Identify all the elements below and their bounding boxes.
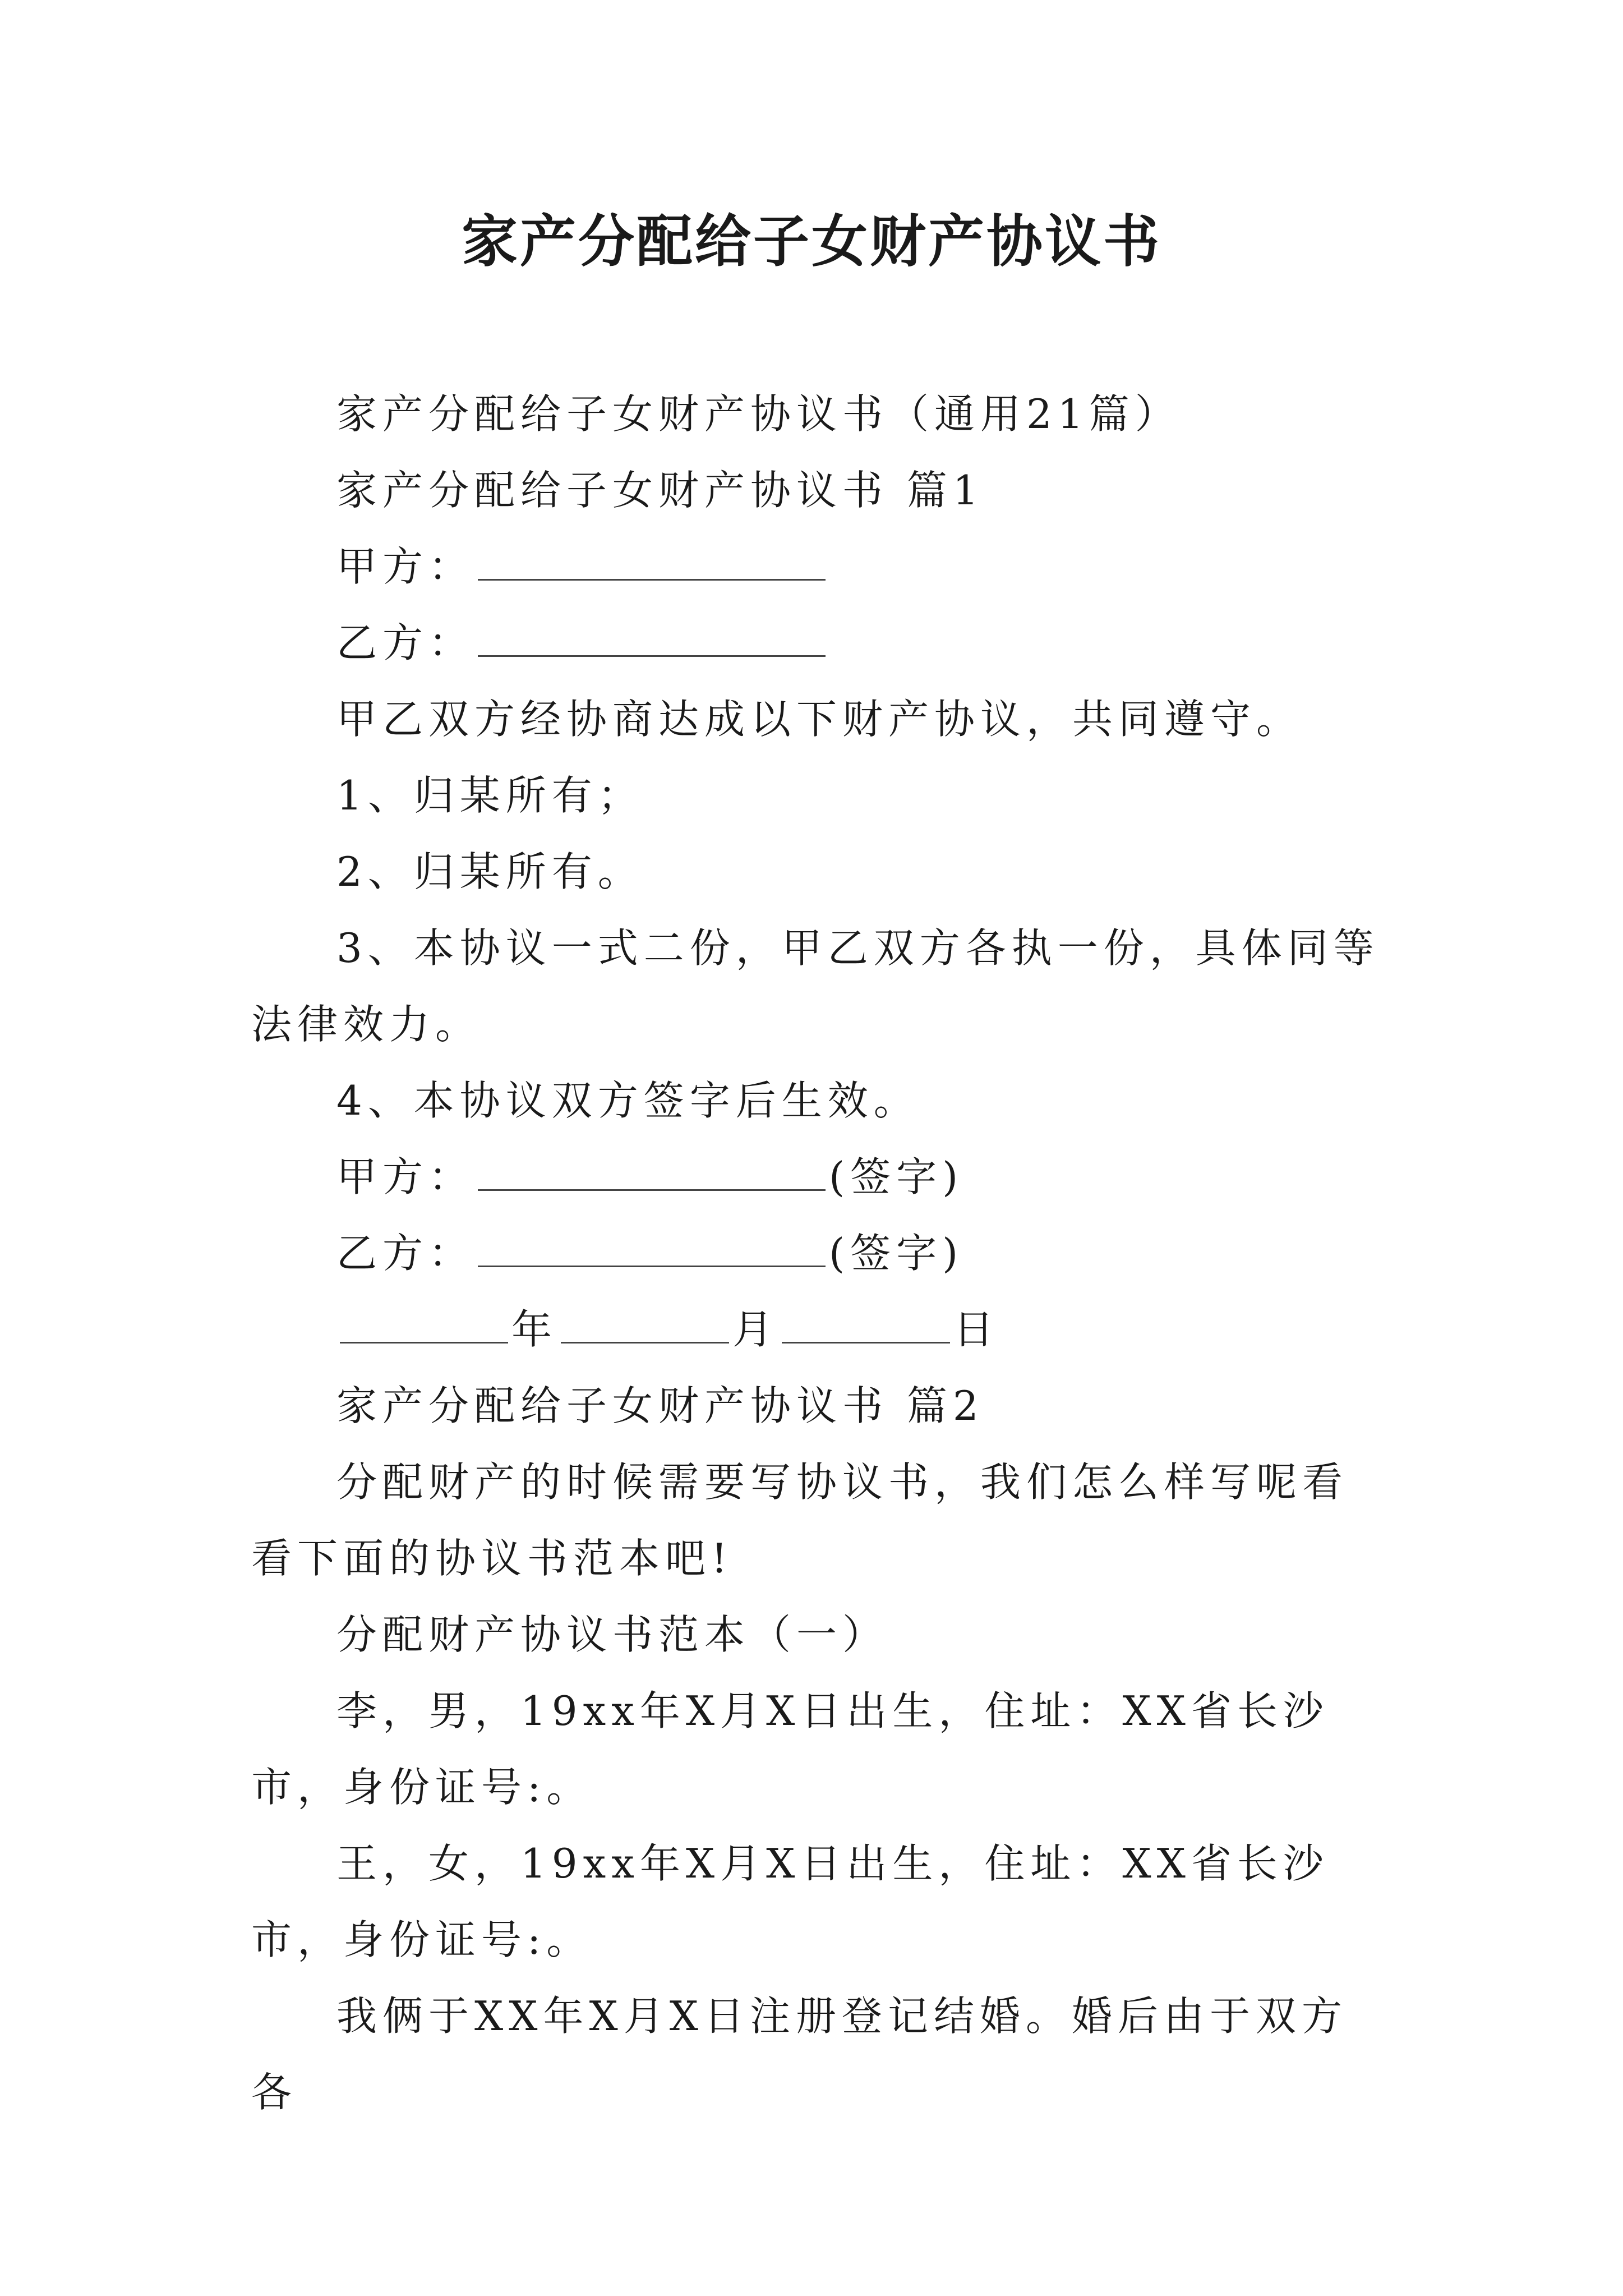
document-title: 家产分配给子女财产协议书 — [462, 208, 1161, 274]
party-b-line — [251, 605, 1390, 681]
party-a-label: 甲方： — [336, 543, 475, 590]
sign-a-line — [251, 1139, 1390, 1215]
person-li: 李，男，19xx年X月X日出生，住址：XX省长沙市，身份证号:。 — [251, 1687, 1329, 1811]
section2-heading: 家产分配给子女财产协议书 篇2 — [336, 1382, 984, 1429]
clause-4: 4、本协议双方签字后生效。 — [336, 1077, 920, 1124]
date-line — [251, 1291, 1390, 1368]
marriage-paragraph: 我俩于XX年X月X日注册登记结婚。婚后由于双方各 — [251, 1993, 1348, 2116]
sign-a-label: 甲方： — [336, 1153, 475, 1200]
person-wang: 王，女，19xx年X月X日出生，住址：XX省长沙市，身份证号:。 — [251, 1840, 1329, 1963]
party-b-blank — [478, 614, 826, 657]
date-day-label: 日 — [953, 1306, 1000, 1353]
section1-intro: 甲乙双方经协商达成以下财产协议，共同遵守。 — [336, 696, 1303, 743]
party-a-blank — [478, 537, 826, 581]
party-a-line — [251, 528, 1390, 605]
clause-1: 1、归某所有； — [336, 772, 644, 819]
sample-heading: 分配财产协议书范本（一） — [336, 1611, 889, 1658]
sign-a-suffix: (签字) — [829, 1153, 964, 1200]
subtitle: 家产分配给子女财产协议书（通用21篇） — [336, 390, 1181, 438]
sign-b-suffix: (签字) — [829, 1230, 964, 1277]
sign-b-line — [251, 1215, 1390, 1291]
month-blank — [561, 1300, 729, 1343]
day-blank — [782, 1300, 950, 1343]
year-blank — [340, 1300, 508, 1343]
sign-a-blank — [478, 1148, 826, 1191]
sign-b-label: 乙方： — [336, 1230, 475, 1277]
sign-b-blank — [478, 1224, 826, 1267]
section2-intro: 分配财产的时候需要写协议书，我们怎么样写呢看看下面的协议书范本吧! — [251, 1458, 1349, 1582]
section1-heading: 家产分配给子女财产协议书 篇1 — [336, 467, 984, 514]
document-body — [251, 376, 1390, 2131]
date-month-label: 月 — [732, 1306, 779, 1353]
date-year-label: 年 — [511, 1306, 558, 1353]
clause-3: 3、本协议一式二份，甲乙双方各执一份，具体同等法律效力。 — [251, 924, 1380, 1048]
party-b-label: 乙方： — [336, 619, 475, 666]
clause-2: 2、归某所有。 — [336, 848, 644, 895]
